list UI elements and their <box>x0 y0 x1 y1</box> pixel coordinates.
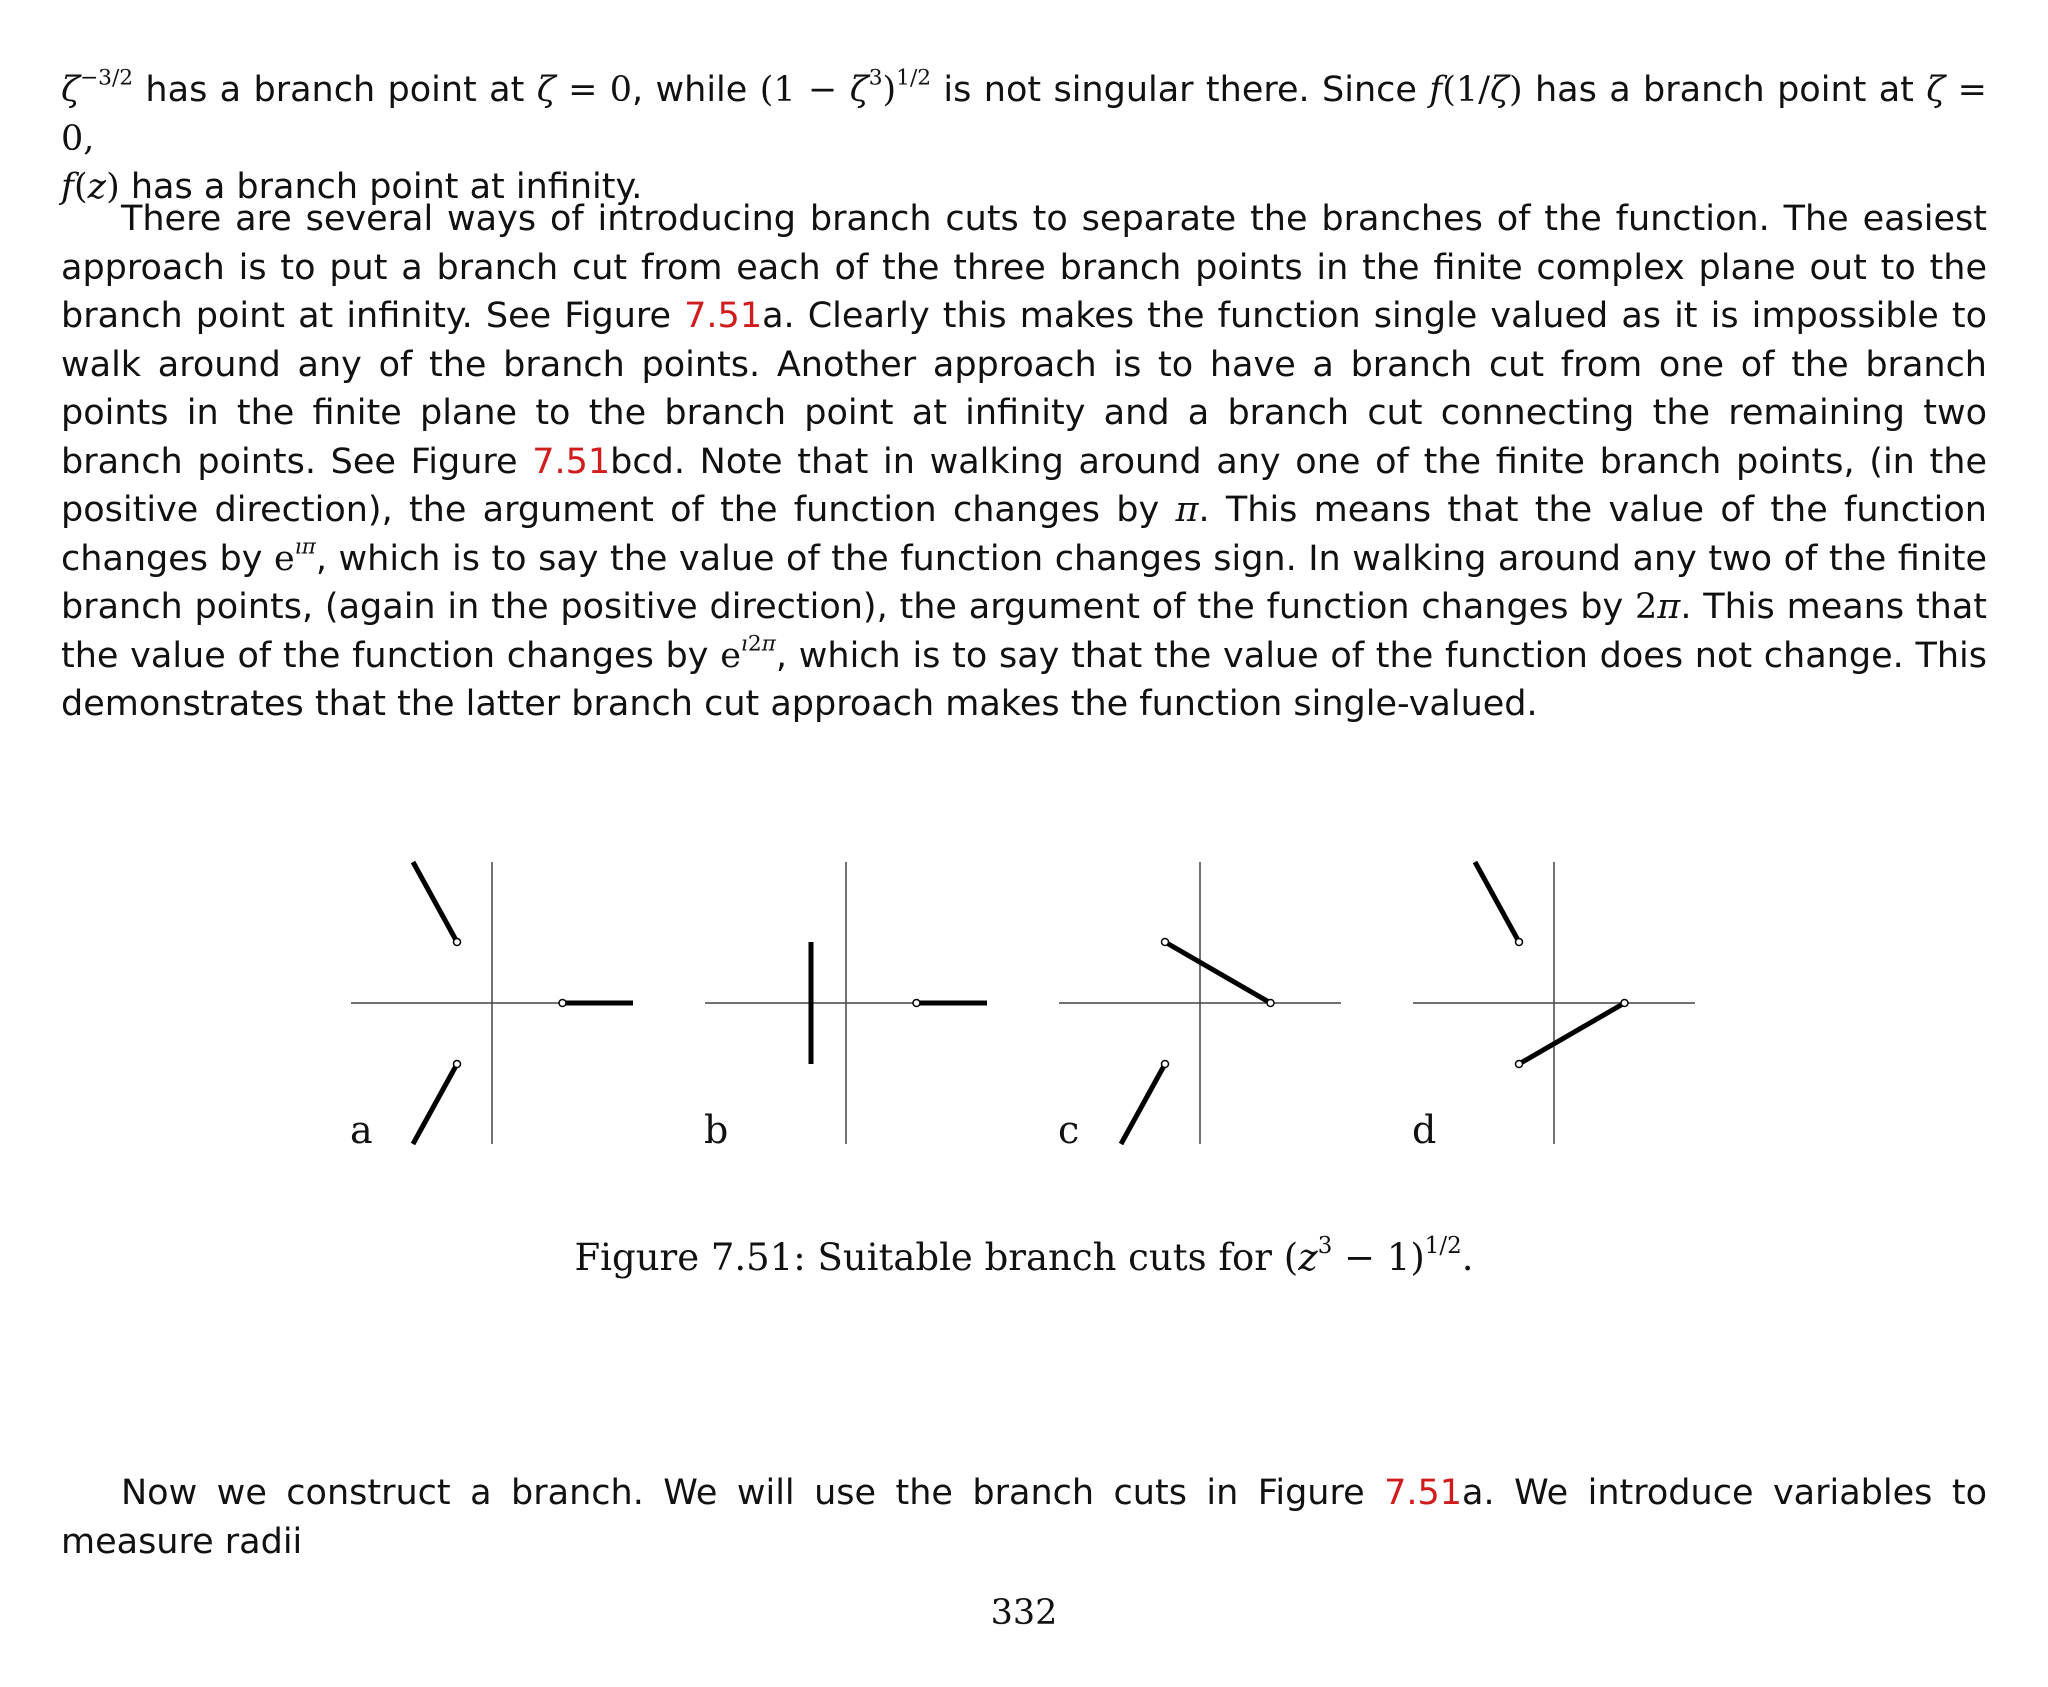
branch-cut <box>413 1064 457 1144</box>
branch-point <box>1516 939 1523 946</box>
branch-cut <box>1165 942 1271 1003</box>
panel-b <box>704 862 987 1152</box>
paragraph-branch-cuts <box>61 195 1987 729</box>
panel-label: a <box>350 1108 373 1152</box>
page-number: 332 <box>990 1593 1058 1633</box>
branch-point <box>559 1000 566 1007</box>
branch-cut <box>1519 1003 1625 1064</box>
branch-point <box>1267 1000 1274 1007</box>
text-run: . This means that the value of the function changes by <box>61 490 1987 579</box>
branch-point <box>1162 939 1169 946</box>
text-run: a. We introduce variables to measure radii <box>61 1473 1987 1562</box>
panel-label: c <box>1058 1108 1080 1152</box>
panel-label: b <box>704 1108 729 1152</box>
branch-cut <box>413 862 457 942</box>
figure-reference-link[interactable]: 7.51 <box>532 441 611 482</box>
branch-point <box>1621 1000 1628 1007</box>
paragraph-continuation <box>61 66 1987 212</box>
branch-point <box>1516 1061 1523 1068</box>
text-run: There are several ways of introducing branch cuts to separate the branches of the function. The easiest approach is to put a branch cut from each of the three branch points in the finite complex plane out to the branch point at infinity. See Figure <box>61 199 1987 336</box>
figure-reference-link[interactable]: 7.51 <box>1384 1473 1463 1513</box>
text-run: , which is to say that the value of the function does not change. This demonstrates that the latter branch cut approach makes the function single-valued. <box>61 635 1987 724</box>
panel-d <box>1412 862 1695 1152</box>
panel-c <box>1058 862 1341 1152</box>
text-run: a. Clearly this makes the function single valued as it is impossible to walk around any of the branch points. Another approach is to have a branch cut from one of the branch points in the finite plane to the branch point at infinity and a branch cut connecting the remaining two branch points. See Figure <box>61 296 1987 482</box>
text-run: , which is to say the value of the function changes sign. In walking around any two of the finite branch points, (again in the positive direction), the argument of the function changes by <box>61 538 1987 627</box>
branch-cut <box>1475 862 1519 942</box>
math-2pi: 2π <box>1635 587 1681 627</box>
paragraph-line: f(z) has a branch point at infinity. <box>61 167 643 207</box>
figure-7-51 <box>0 840 2048 1160</box>
text-run: . This means that the value of the function changes by <box>61 587 1988 676</box>
math-pi: π <box>1175 490 1199 530</box>
text-run: bcd. Note that in walking around any one of the finite branch points, (in the positive direction), the argument of the function changes by <box>61 441 1987 530</box>
branch-point <box>913 1000 920 1007</box>
text-run: Now we construct a branch. We will use the branch cuts in Figure <box>121 1473 1385 1513</box>
math-exp: $e^{ı2\pi}$ <box>720 631 776 676</box>
branch-cut <box>1121 1064 1165 1144</box>
paragraph-line: $\zeta^{-3/2}$ has a branch point at ζ = 0, while $(1 - \zeta^3)^{1/2}$ is not singular there. Since f(1/ζ) has a branch point at ζ = 0, <box>61 65 1987 159</box>
panel-label: d <box>1412 1108 1437 1152</box>
branch-point <box>454 939 461 946</box>
branch-point <box>454 1061 461 1068</box>
figure-reference-link[interactable]: 7.51 <box>684 296 763 336</box>
paragraph-construct-branch <box>61 1469 1987 1566</box>
figure-caption: Figure 7.51: Suitable branch cuts for $(z^3 - 1)^{1/2}$. <box>574 1232 1474 1279</box>
branch-point <box>1162 1061 1169 1068</box>
panel-a <box>350 862 633 1152</box>
math-exp: $e^{ı\pi}$ <box>273 534 316 579</box>
